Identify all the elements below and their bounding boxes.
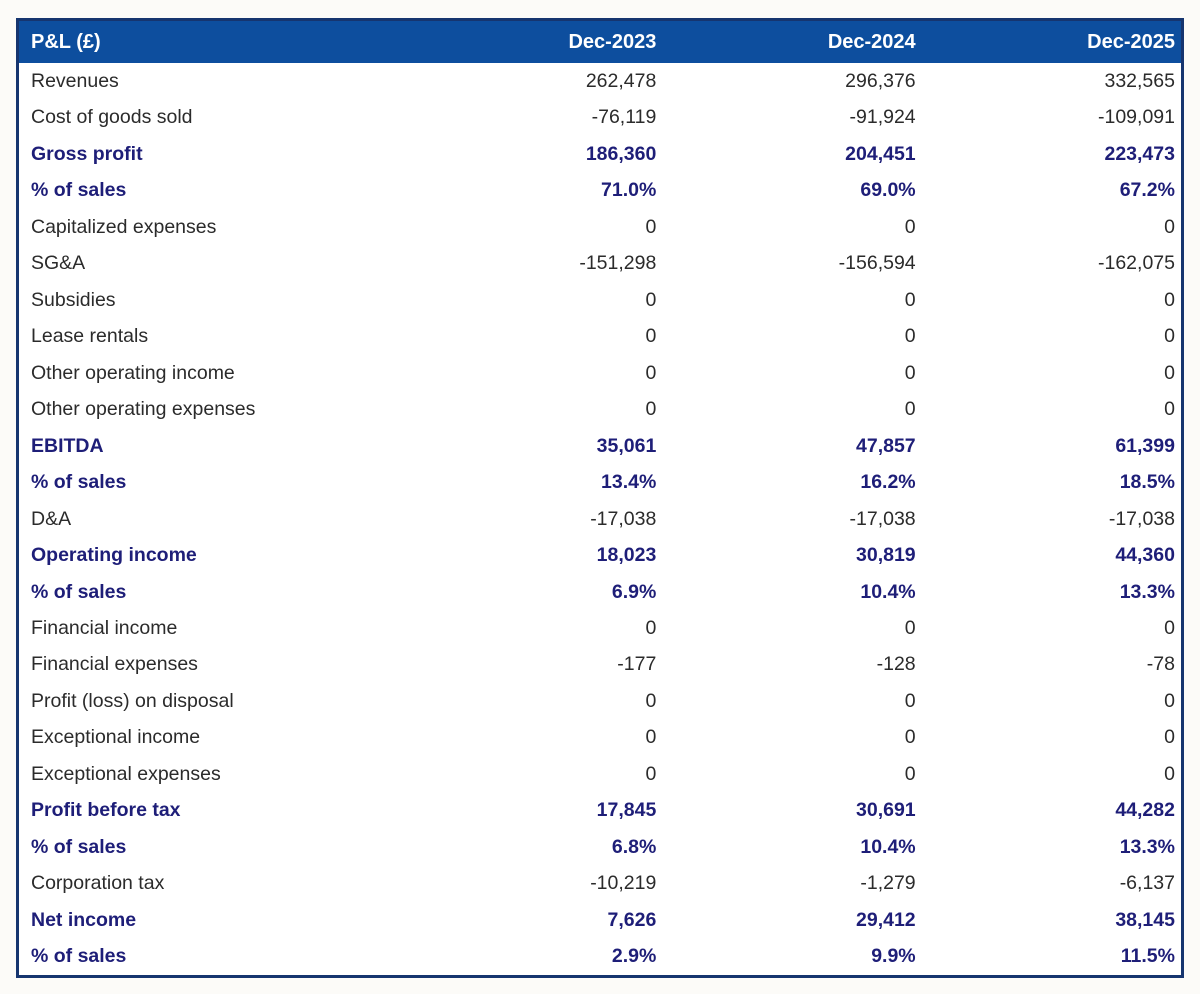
row-value: 0 bbox=[645, 288, 657, 311]
table-row bbox=[19, 720, 1181, 756]
row-value: 0 bbox=[645, 215, 657, 238]
row-value: 30,819 bbox=[856, 544, 916, 567]
row-value: -17,038 bbox=[1108, 507, 1175, 530]
row-value: 44,282 bbox=[1115, 799, 1175, 822]
row-value: 0 bbox=[645, 617, 657, 639]
row-label: Other operating expenses bbox=[31, 398, 256, 421]
row-label: Gross profit bbox=[31, 142, 143, 165]
row-value: 0 bbox=[645, 361, 657, 384]
table-title: P&L (£) bbox=[31, 30, 101, 53]
row-value: 0 bbox=[645, 398, 657, 421]
row-value: 16.2% bbox=[860, 471, 916, 494]
row-value: 0 bbox=[904, 288, 916, 311]
row-value: 0 bbox=[904, 325, 916, 348]
row-value: 61,399 bbox=[1115, 434, 1175, 457]
row-value: 0 bbox=[1164, 726, 1175, 749]
table-row bbox=[19, 829, 1181, 865]
row-value: -10,219 bbox=[590, 872, 657, 895]
row-value: -162,075 bbox=[1098, 252, 1175, 275]
row-value: 296,376 bbox=[845, 69, 916, 92]
row-value: -1,279 bbox=[860, 872, 916, 895]
table-row bbox=[19, 464, 1181, 500]
table-row bbox=[19, 172, 1181, 208]
row-value: -17,038 bbox=[849, 507, 916, 530]
row-value: -6,137 bbox=[1119, 872, 1175, 895]
row-label: Profit (loss) on disposal bbox=[31, 689, 234, 712]
table-row bbox=[19, 537, 1181, 573]
row-label: D&A bbox=[31, 507, 72, 530]
table-row bbox=[19, 318, 1181, 354]
row-value: 18,023 bbox=[596, 544, 657, 567]
row-value: 10.4% bbox=[860, 580, 916, 603]
row-value: 38,145 bbox=[1115, 908, 1175, 931]
row-value: 262,478 bbox=[585, 69, 657, 92]
row-label: Lease rentals bbox=[31, 325, 149, 348]
row-value: -76,119 bbox=[591, 106, 657, 129]
row-value: 9.9% bbox=[871, 945, 916, 968]
row-value: 30,691 bbox=[856, 799, 916, 822]
table-header-row bbox=[19, 21, 1181, 63]
row-value: 7,626 bbox=[607, 908, 657, 931]
table-row bbox=[19, 99, 1181, 135]
table-row bbox=[19, 391, 1181, 427]
table-row bbox=[19, 683, 1181, 719]
row-value: 13.3% bbox=[1119, 580, 1175, 603]
table-row bbox=[19, 355, 1181, 391]
column-header-dec-2025: Dec-2025 bbox=[1087, 30, 1175, 53]
table-row bbox=[19, 574, 1181, 610]
row-label: Other operating income bbox=[31, 361, 235, 384]
row-value: 0 bbox=[1164, 361, 1175, 384]
row-label: Net income bbox=[31, 908, 137, 931]
row-value: 35,061 bbox=[596, 434, 657, 457]
row-value: 2.9% bbox=[611, 945, 657, 968]
row-label: Exceptional income bbox=[31, 726, 201, 749]
row-value: -128 bbox=[876, 653, 916, 676]
row-label: % of sales bbox=[31, 835, 127, 858]
table-row bbox=[19, 209, 1181, 245]
row-value: 0 bbox=[645, 325, 657, 348]
row-value: 13.3% bbox=[1119, 835, 1175, 858]
row-value: 0 bbox=[1164, 215, 1175, 238]
row-value: 67.2% bbox=[1119, 179, 1175, 202]
table-row bbox=[19, 610, 1181, 646]
row-value: 0 bbox=[1164, 762, 1175, 785]
row-value: 0 bbox=[904, 617, 916, 639]
row-label: Subsidies bbox=[31, 288, 116, 311]
row-label: EBITDA bbox=[31, 434, 104, 457]
row-label: Profit before tax bbox=[31, 799, 181, 822]
table-row bbox=[19, 428, 1181, 464]
pl-table bbox=[16, 18, 1184, 978]
row-value: 10.4% bbox=[860, 835, 916, 858]
table-row bbox=[19, 501, 1181, 537]
row-value: 0 bbox=[904, 689, 916, 712]
column-header-dec-2023: Dec-2023 bbox=[568, 30, 657, 53]
row-value: -177 bbox=[617, 653, 657, 676]
row-value: 0 bbox=[904, 361, 916, 384]
row-value: 6.8% bbox=[611, 835, 657, 858]
row-value: 332,565 bbox=[1104, 69, 1175, 92]
table-row bbox=[19, 136, 1181, 172]
row-value: -156,594 bbox=[838, 252, 916, 275]
row-value: 186,360 bbox=[585, 142, 657, 165]
row-value: 6.9% bbox=[611, 580, 657, 603]
row-value: 0 bbox=[1164, 288, 1175, 311]
row-value: 0 bbox=[1164, 617, 1175, 639]
row-value: 17,845 bbox=[596, 799, 657, 822]
row-value: 0 bbox=[1164, 398, 1175, 421]
row-label: Capitalized expenses bbox=[31, 215, 217, 238]
table-row bbox=[19, 647, 1181, 683]
table-row bbox=[19, 866, 1181, 902]
row-value: 223,473 bbox=[1104, 142, 1175, 165]
row-value: 29,412 bbox=[856, 908, 916, 931]
table-row bbox=[19, 245, 1181, 281]
table-row bbox=[19, 63, 1181, 99]
row-value: 11.5% bbox=[1120, 945, 1175, 968]
table-body bbox=[19, 63, 1181, 975]
row-label: Revenues bbox=[31, 69, 119, 92]
row-label: SG&A bbox=[31, 252, 86, 275]
row-value: -151,298 bbox=[579, 252, 657, 275]
row-label: Financial expenses bbox=[31, 653, 198, 676]
row-value: 69.0% bbox=[860, 179, 916, 202]
row-label: % of sales bbox=[31, 945, 127, 968]
row-value: 0 bbox=[1164, 689, 1175, 712]
row-label: % of sales bbox=[31, 580, 127, 603]
table-row bbox=[19, 939, 1181, 975]
table-row bbox=[19, 282, 1181, 318]
row-value: -78 bbox=[1146, 653, 1175, 676]
row-value: 0 bbox=[645, 689, 657, 712]
row-value: 71.0% bbox=[601, 179, 657, 202]
row-label: Financial income bbox=[31, 617, 178, 639]
row-value: 0 bbox=[904, 762, 916, 785]
column-header-dec-2024: Dec-2024 bbox=[827, 30, 916, 53]
row-value: 18.5% bbox=[1119, 471, 1175, 494]
row-label: % of sales bbox=[31, 179, 127, 202]
table-row bbox=[19, 756, 1181, 792]
row-value: 0 bbox=[904, 398, 916, 421]
row-label: % of sales bbox=[31, 471, 127, 494]
row-label: Exceptional expenses bbox=[31, 762, 221, 785]
row-value: 0 bbox=[904, 215, 916, 238]
row-value: -91,924 bbox=[849, 106, 916, 129]
row-value: 0 bbox=[1164, 325, 1175, 348]
row-value: 0 bbox=[645, 726, 657, 749]
row-label: Operating income bbox=[31, 544, 197, 567]
row-value: 47,857 bbox=[856, 434, 916, 457]
row-value: 0 bbox=[645, 762, 657, 785]
row-value: 0 bbox=[904, 726, 916, 749]
row-value: -17,038 bbox=[590, 507, 657, 530]
row-value: 13.4% bbox=[601, 471, 657, 494]
row-value: -109,091 bbox=[1098, 106, 1175, 129]
row-label: Corporation tax bbox=[31, 872, 165, 895]
table-row bbox=[19, 902, 1181, 938]
row-value: 204,451 bbox=[845, 142, 916, 165]
row-value: 44,360 bbox=[1115, 544, 1175, 567]
table-row bbox=[19, 793, 1181, 829]
row-label: Cost of goods sold bbox=[31, 106, 193, 129]
